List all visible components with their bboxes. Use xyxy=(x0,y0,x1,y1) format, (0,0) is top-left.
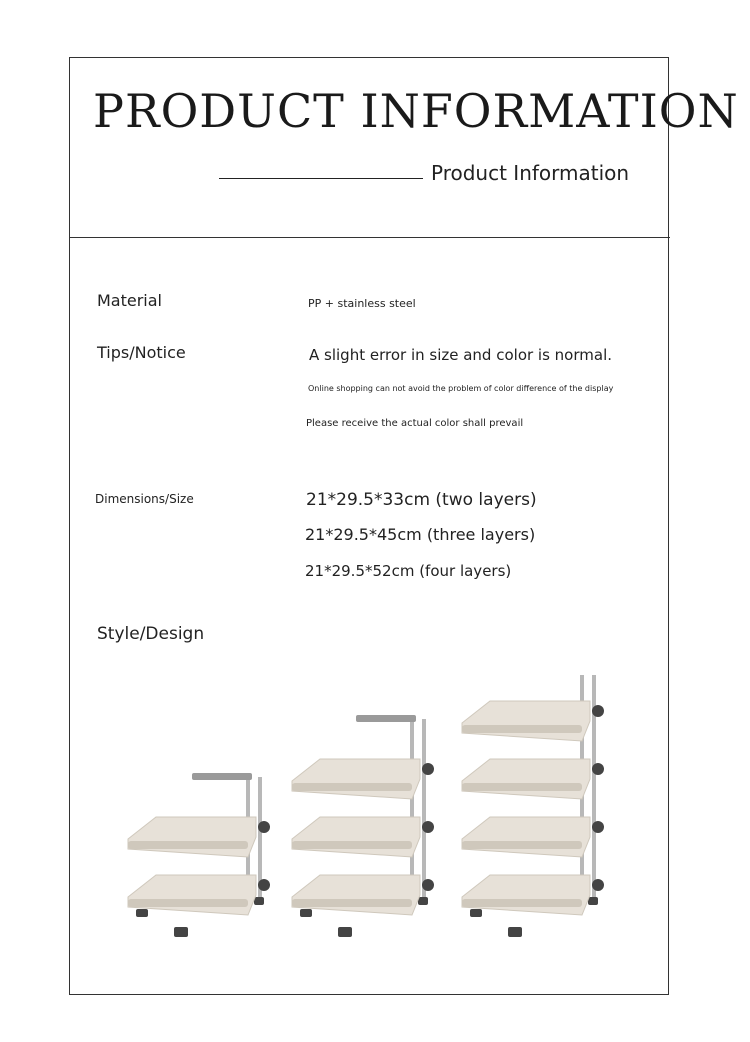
dimension-four-layers: 21*29.5*52cm (four layers) xyxy=(305,562,512,580)
rack-connector xyxy=(422,763,434,775)
rack-foot xyxy=(508,927,522,937)
rack-shelf-edge xyxy=(128,899,248,907)
rack-shelf-edge xyxy=(292,899,412,907)
rack-connector xyxy=(258,879,270,891)
rack-shelf xyxy=(462,701,590,741)
tips-line-1: A slight error in size and color is normal. xyxy=(309,346,613,364)
rack-foot xyxy=(338,927,352,937)
rack-shelf-edge xyxy=(292,783,412,791)
rack-shelf xyxy=(128,817,256,857)
rack-connector xyxy=(422,821,434,833)
rack-handle xyxy=(192,773,252,780)
rack-connector xyxy=(258,821,270,833)
rack-shelf xyxy=(292,759,420,799)
tips-line-3: Please receive the actual color shall prevail xyxy=(306,418,524,429)
rack-shelf xyxy=(128,875,256,915)
page-subtitle: Product Information xyxy=(431,161,630,185)
rack-pole xyxy=(410,719,414,897)
rack-foot xyxy=(418,897,428,905)
tips-line-2: Online shopping can not avoid the problem of color difference of the display xyxy=(308,384,614,393)
rack-pole xyxy=(258,777,262,897)
dimension-three-layers: 21*29.5*45cm (three layers) xyxy=(305,525,536,544)
rack-handle xyxy=(356,715,416,722)
shelf-rack-illustration xyxy=(110,675,630,950)
rack-connector xyxy=(422,879,434,891)
rack-connector xyxy=(592,879,604,891)
rack-foot xyxy=(254,897,264,905)
rack-foot xyxy=(300,909,312,917)
header-divider xyxy=(69,237,670,238)
rack-shelf-edge xyxy=(462,841,582,849)
rack-pole xyxy=(422,719,426,897)
rack-shelf-edge xyxy=(292,841,412,849)
tips-label: Tips/Notice xyxy=(97,343,186,362)
rack-foot xyxy=(470,909,482,917)
rack-shelf xyxy=(462,759,590,799)
rack-foot xyxy=(588,897,598,905)
rack-shelf-edge xyxy=(462,899,582,907)
rack-connector xyxy=(592,763,604,775)
page-title: PRODUCT INFORMATION xyxy=(93,84,739,138)
rack-shelf xyxy=(292,875,420,915)
material-value: PP + stainless steel xyxy=(308,297,416,310)
rack-shelf xyxy=(462,817,590,857)
rack-shelf xyxy=(462,875,590,915)
rack-shelf-edge xyxy=(462,783,582,791)
rack-connector xyxy=(592,705,604,717)
rack-connector xyxy=(592,821,604,833)
dimensions-label: Dimensions/Size xyxy=(95,492,194,506)
rack-shelf-edge xyxy=(462,725,582,733)
material-label: Material xyxy=(97,291,162,310)
style-label: Style/Design xyxy=(97,624,205,644)
subtitle-rule xyxy=(219,178,423,179)
rack-shelf-edge xyxy=(128,841,248,849)
rack-foot xyxy=(174,927,188,937)
rack-foot xyxy=(136,909,148,917)
rack-shelf xyxy=(292,817,420,857)
dimension-two-layers: 21*29.5*33cm (two layers) xyxy=(306,490,537,510)
